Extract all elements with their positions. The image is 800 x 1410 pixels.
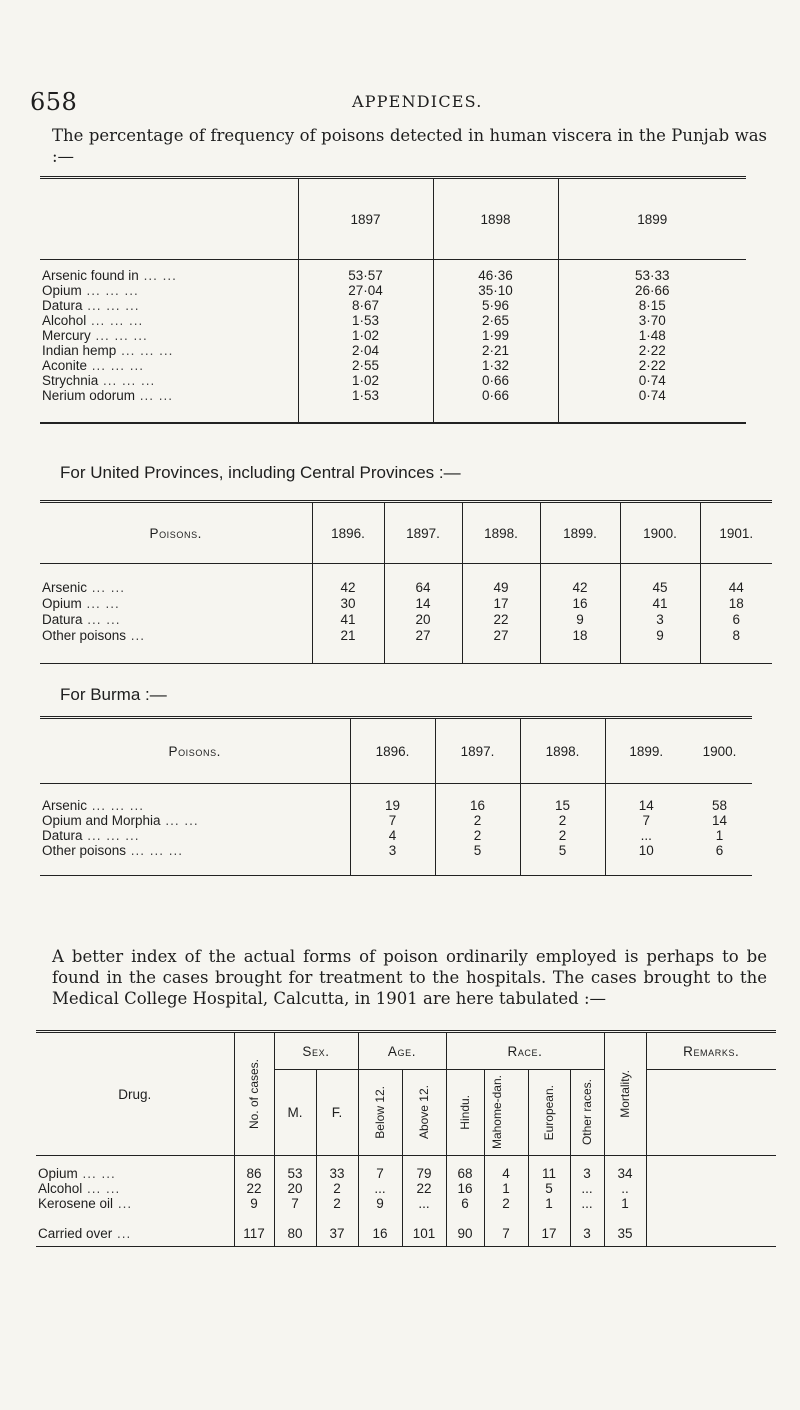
above-12-header: Above 12.	[416, 1085, 431, 1140]
value-cell: 3·70	[638, 312, 666, 328]
row-label: Strychnia	[42, 372, 99, 388]
value-cell: 9	[540, 612, 620, 628]
value-cell: 14	[638, 797, 654, 813]
female-header: F.	[316, 1070, 358, 1156]
value-cell: 20	[384, 612, 462, 628]
row-label: Opium	[38, 1165, 78, 1181]
remarks-header: Remarks.	[646, 1032, 776, 1070]
spacer-row	[36, 1211, 776, 1221]
race-header: Race.	[446, 1032, 604, 1070]
value-cell: 3	[570, 1166, 604, 1181]
value-cell: 1·32	[433, 358, 558, 373]
spacer-row	[40, 644, 772, 664]
leader-dots: ... ... ...	[98, 372, 156, 388]
value-cell: 2	[435, 828, 520, 843]
row-label: Mercury	[42, 327, 91, 343]
row-label: Carried over	[38, 1225, 113, 1241]
value-cell: 30	[312, 596, 384, 612]
value-cell: 7	[358, 1166, 402, 1181]
leader-dots: ... ... ...	[82, 297, 140, 313]
value-cell: 2	[316, 1196, 358, 1211]
row-label-cell	[36, 1196, 234, 1211]
row-label-cell	[40, 343, 298, 358]
total-cell: 35	[604, 1221, 646, 1247]
value-cell: 1·53	[298, 388, 433, 403]
table-row	[40, 798, 752, 813]
value-cell: ..	[604, 1181, 646, 1196]
row-label: Arsenic	[42, 580, 88, 595]
value-cell: 8·67	[298, 298, 433, 313]
leader-dots: ... ...	[87, 580, 126, 595]
total-cell: 101	[402, 1221, 446, 1247]
value-cell: 14	[711, 812, 728, 828]
leader-dots: ...	[113, 1195, 133, 1211]
row-label-cell	[40, 373, 298, 388]
table-row	[40, 358, 746, 373]
value-cell: 18	[540, 628, 620, 644]
burma-year-header: 1898.	[520, 718, 605, 784]
value-cell: 42	[540, 580, 620, 596]
value-cell: 1	[604, 1196, 646, 1211]
row-label-cell	[40, 388, 298, 403]
table-row	[40, 813, 752, 828]
row-label-cell	[40, 298, 298, 313]
age-header: Age.	[358, 1032, 446, 1070]
leader-dots: ... ... ...	[82, 827, 140, 843]
remarks-cell	[646, 1221, 776, 1247]
row-label-cell	[40, 628, 312, 644]
row-label-cell	[40, 358, 298, 373]
value-cell: 33	[316, 1166, 358, 1181]
table-row	[40, 828, 752, 843]
value-cell: 2	[484, 1196, 528, 1211]
value-cell: 5	[435, 843, 520, 858]
row-label-cell	[40, 612, 312, 628]
value-cell: 11	[528, 1166, 570, 1181]
value-cell: 42	[312, 580, 384, 596]
value-cell: 1·02	[298, 328, 433, 343]
running-title: APPENDICES.	[352, 92, 483, 111]
value-cell: 18	[728, 596, 744, 611]
value-cell: ...	[358, 1181, 402, 1196]
row-label: Indian hemp	[42, 342, 117, 358]
value-cell: 1	[528, 1196, 570, 1211]
remarks-cell	[646, 1166, 776, 1181]
row-label: Opium	[42, 282, 82, 298]
punjab-year-header: 1899	[637, 211, 668, 227]
value-cell: 5·96	[433, 298, 558, 313]
leader-dots: ... ... ...	[87, 357, 145, 373]
value-cell: 2·21	[433, 343, 558, 358]
value-cell: 2	[520, 813, 605, 828]
value-cell: 16	[435, 798, 520, 813]
value-cell: 2	[520, 828, 605, 843]
value-cell: 10	[638, 842, 654, 858]
row-label-cell	[40, 596, 312, 612]
value-cell: 35·10	[433, 283, 558, 298]
value-cell: 15	[520, 798, 605, 813]
value-cell: 2	[316, 1181, 358, 1196]
leader-dots: ... ... ...	[87, 797, 145, 813]
value-cell: 0·74	[638, 387, 666, 403]
value-cell: 2·22	[638, 357, 666, 373]
page-number: 658	[30, 88, 78, 116]
male-header: M.	[274, 1070, 316, 1156]
value-cell: 2·22	[638, 342, 666, 358]
row-label-cell	[40, 798, 350, 813]
row-label-cell	[40, 580, 312, 596]
value-cell: 46·36	[433, 268, 558, 283]
value-cell: 0·74	[638, 372, 666, 388]
value-cell: 44	[728, 580, 744, 595]
value-cell: 14	[384, 596, 462, 612]
value-cell: 7	[274, 1196, 316, 1211]
burma-year-header: 1900.	[702, 743, 737, 759]
value-cell: 5	[528, 1181, 570, 1196]
value-cell: 21	[312, 628, 384, 644]
value-cell: 3	[620, 612, 700, 628]
row-label: Aconite	[42, 357, 88, 373]
row-label: Opium and Morphia	[42, 812, 161, 828]
value-cell: 22	[234, 1181, 274, 1196]
row-label: Alcohol	[38, 1180, 83, 1196]
row-label: Datura	[42, 827, 83, 843]
calcutta-table	[36, 1030, 776, 1247]
leader-dots: ...	[126, 628, 146, 643]
european-header: European.	[541, 1084, 556, 1141]
value-cell: 7	[642, 812, 650, 828]
value-cell: 6	[715, 842, 724, 858]
value-cell: 9	[620, 628, 700, 644]
leader-dots: ... ...	[82, 1180, 121, 1196]
total-row	[36, 1221, 776, 1247]
up-year-header: 1900.	[620, 502, 700, 564]
value-cell: 58	[711, 797, 728, 813]
leader-dots: ... ...	[81, 596, 120, 611]
value-cell: 2	[435, 813, 520, 828]
total-cell: 90	[446, 1221, 484, 1247]
value-cell: 0·66	[433, 388, 558, 403]
value-cell: 64	[384, 580, 462, 596]
table-row	[40, 580, 772, 596]
value-cell: 41	[312, 612, 384, 628]
up-year-header: 1901.	[719, 525, 754, 541]
row-label: Nerium odorum	[42, 387, 136, 403]
row-label: Arsenic found in	[42, 267, 139, 283]
spacer-row	[40, 784, 752, 798]
table-row	[40, 843, 752, 858]
punjab-year-header: 1897	[298, 178, 433, 260]
value-cell: 27·04	[298, 283, 433, 298]
row-label-cell	[40, 813, 350, 828]
table-row	[36, 1196, 776, 1211]
up-year-header: 1897.	[384, 502, 462, 564]
punjab-table	[40, 176, 746, 424]
value-cell: 3	[350, 843, 435, 858]
burma-year-header: 1899.	[629, 743, 664, 759]
up-year-header: 1896.	[312, 502, 384, 564]
value-cell: 49	[462, 580, 540, 596]
value-cell: 16	[540, 596, 620, 612]
mahomedan-header: Mahome-dan.	[490, 1075, 504, 1150]
value-cell: 79	[402, 1166, 446, 1181]
value-cell: 1·99	[433, 328, 558, 343]
leader-dots: ... ... ...	[116, 342, 174, 358]
value-cell: 1·02	[298, 373, 433, 388]
value-cell: 20	[274, 1181, 316, 1196]
leader-dots: ... ... ...	[81, 282, 139, 298]
total-cell: 7	[484, 1221, 528, 1247]
spacer-row	[40, 858, 752, 876]
leader-dots: ... ...	[82, 612, 121, 627]
value-cell: 9	[358, 1196, 402, 1211]
burma-year-header: 1897.	[435, 718, 520, 784]
value-cell: 16	[446, 1181, 484, 1196]
row-label-cell	[40, 828, 350, 843]
table-row	[36, 1181, 776, 1196]
value-cell: 68	[446, 1166, 484, 1181]
up-caption: For United Provinces, including Central Provinces :—	[60, 463, 461, 482]
value-cell: 19	[350, 798, 435, 813]
value-cell: 34	[604, 1166, 646, 1181]
value-cell: 27	[384, 628, 462, 644]
total-cell: 3	[570, 1221, 604, 1247]
leader-dots: ...	[112, 1225, 132, 1241]
up-year-header: 1899.	[540, 502, 620, 564]
leader-dots: ... ... ...	[86, 312, 144, 328]
value-cell: 1·53	[298, 313, 433, 328]
value-cell: ...	[402, 1196, 446, 1211]
value-cell: 45	[620, 580, 700, 596]
burma-table	[40, 716, 752, 876]
leader-dots: ... ... ...	[90, 327, 148, 343]
total-cell: 117	[234, 1221, 274, 1247]
row-label-cell	[40, 268, 298, 283]
row-label-cell	[40, 283, 298, 298]
value-cell: 26·66	[634, 282, 670, 298]
row-label-cell	[36, 1181, 234, 1196]
table-row	[40, 596, 772, 612]
value-cell: 6	[446, 1196, 484, 1211]
mortality-header: Mortality.	[617, 1070, 632, 1118]
row-label: Opium	[42, 596, 82, 611]
row-label: Other poisons	[42, 628, 127, 643]
row-label: Arsenic	[42, 797, 88, 813]
value-cell: 53·33	[634, 267, 670, 283]
table-row	[40, 373, 746, 388]
row-label: Datura	[42, 612, 83, 627]
value-cell: 7	[350, 813, 435, 828]
value-cell: 1	[715, 827, 724, 843]
up-table	[40, 500, 772, 664]
table-row	[40, 298, 746, 313]
leader-dots: ... ...	[138, 267, 177, 283]
table-row	[40, 343, 746, 358]
burma-poisons-header: Poisons.	[40, 718, 350, 784]
value-cell: 2·55	[298, 358, 433, 373]
intro-paragraph: The percentage of frequency of poisons detected in human viscera in the Punjab was :—	[52, 126, 767, 166]
row-label: Alcohol	[42, 312, 87, 328]
value-cell: 2·65	[433, 313, 558, 328]
leader-dots: ... ...	[135, 387, 174, 403]
value-cell: 0·66	[433, 373, 558, 388]
value-cell: 27	[462, 628, 540, 644]
leader-dots: ... ...	[77, 1165, 116, 1181]
row-label: Kerosene oil	[38, 1195, 114, 1211]
row-label-cell	[36, 1166, 234, 1181]
spacer-row	[40, 403, 746, 423]
hindu-header: Hindu.	[457, 1095, 472, 1130]
value-cell: 53·57	[298, 268, 433, 283]
value-cell: 5	[520, 843, 605, 858]
total-cell: 37	[316, 1221, 358, 1247]
total-cell: 16	[358, 1221, 402, 1247]
value-cell: 53	[274, 1166, 316, 1181]
punjab-year-header: 1898	[433, 178, 558, 260]
value-cell: 9	[234, 1196, 274, 1211]
other-races-header: Other races.	[579, 1079, 594, 1146]
value-cell: 1	[484, 1181, 528, 1196]
value-cell: ...	[570, 1181, 604, 1196]
total-cell: 80	[274, 1221, 316, 1247]
value-cell: ...	[640, 827, 652, 843]
table-row	[40, 313, 746, 328]
remarks-cell	[646, 1196, 776, 1211]
value-cell: 1·48	[638, 327, 666, 343]
row-label: Datura	[42, 297, 83, 313]
hospital-paragraph: A better index of the actual forms of poison ordinarily employed is perhaps to be found in the cases brought for treatment to the hospitals. The cases brought to the Medical College Hospital, Calcutta, in 1901 are here tabulated :—	[52, 947, 767, 1008]
value-cell: 4	[484, 1166, 528, 1181]
table-row	[36, 1166, 776, 1181]
sex-header: Sex.	[274, 1032, 358, 1070]
row-label-cell	[40, 313, 298, 328]
value-cell: 2·04	[298, 343, 433, 358]
leader-dots: ... ...	[160, 812, 199, 828]
value-cell: 6	[732, 612, 740, 627]
burma-year-header: 1896.	[350, 718, 435, 784]
table-row	[40, 283, 746, 298]
leader-dots: ... ... ...	[126, 842, 184, 858]
value-cell: 22	[462, 612, 540, 628]
value-cell: 4	[350, 828, 435, 843]
table-row	[40, 388, 746, 403]
up-year-header: 1898.	[462, 502, 540, 564]
value-cell: 41	[620, 596, 700, 612]
below-12-header: Below 12.	[372, 1086, 387, 1139]
value-cell: 8	[732, 628, 740, 643]
value-cell: 86	[234, 1166, 274, 1181]
value-cell: 22	[402, 1181, 446, 1196]
value-cell: ...	[570, 1196, 604, 1211]
value-cell: 8·15	[638, 297, 666, 313]
table-row	[40, 612, 772, 628]
table-row	[40, 628, 772, 644]
spacer-row	[36, 1156, 776, 1166]
total-cell: 17	[528, 1221, 570, 1247]
spacer-row	[40, 260, 746, 268]
remarks-cell	[646, 1181, 776, 1196]
row-label-cell	[40, 328, 298, 343]
table-row	[40, 268, 746, 283]
drug-header: Drug.	[36, 1032, 234, 1156]
row-label: Other poisons	[42, 842, 127, 858]
burma-caption: For Burma :—	[60, 685, 167, 704]
row-label-cell	[40, 843, 350, 858]
spacer-row	[40, 564, 772, 580]
value-cell: 17	[462, 596, 540, 612]
up-poisons-header: Poisons.	[40, 502, 312, 564]
cases-header: No. of cases.	[246, 1058, 261, 1130]
table-row	[40, 328, 746, 343]
row-label-cell	[36, 1221, 234, 1247]
